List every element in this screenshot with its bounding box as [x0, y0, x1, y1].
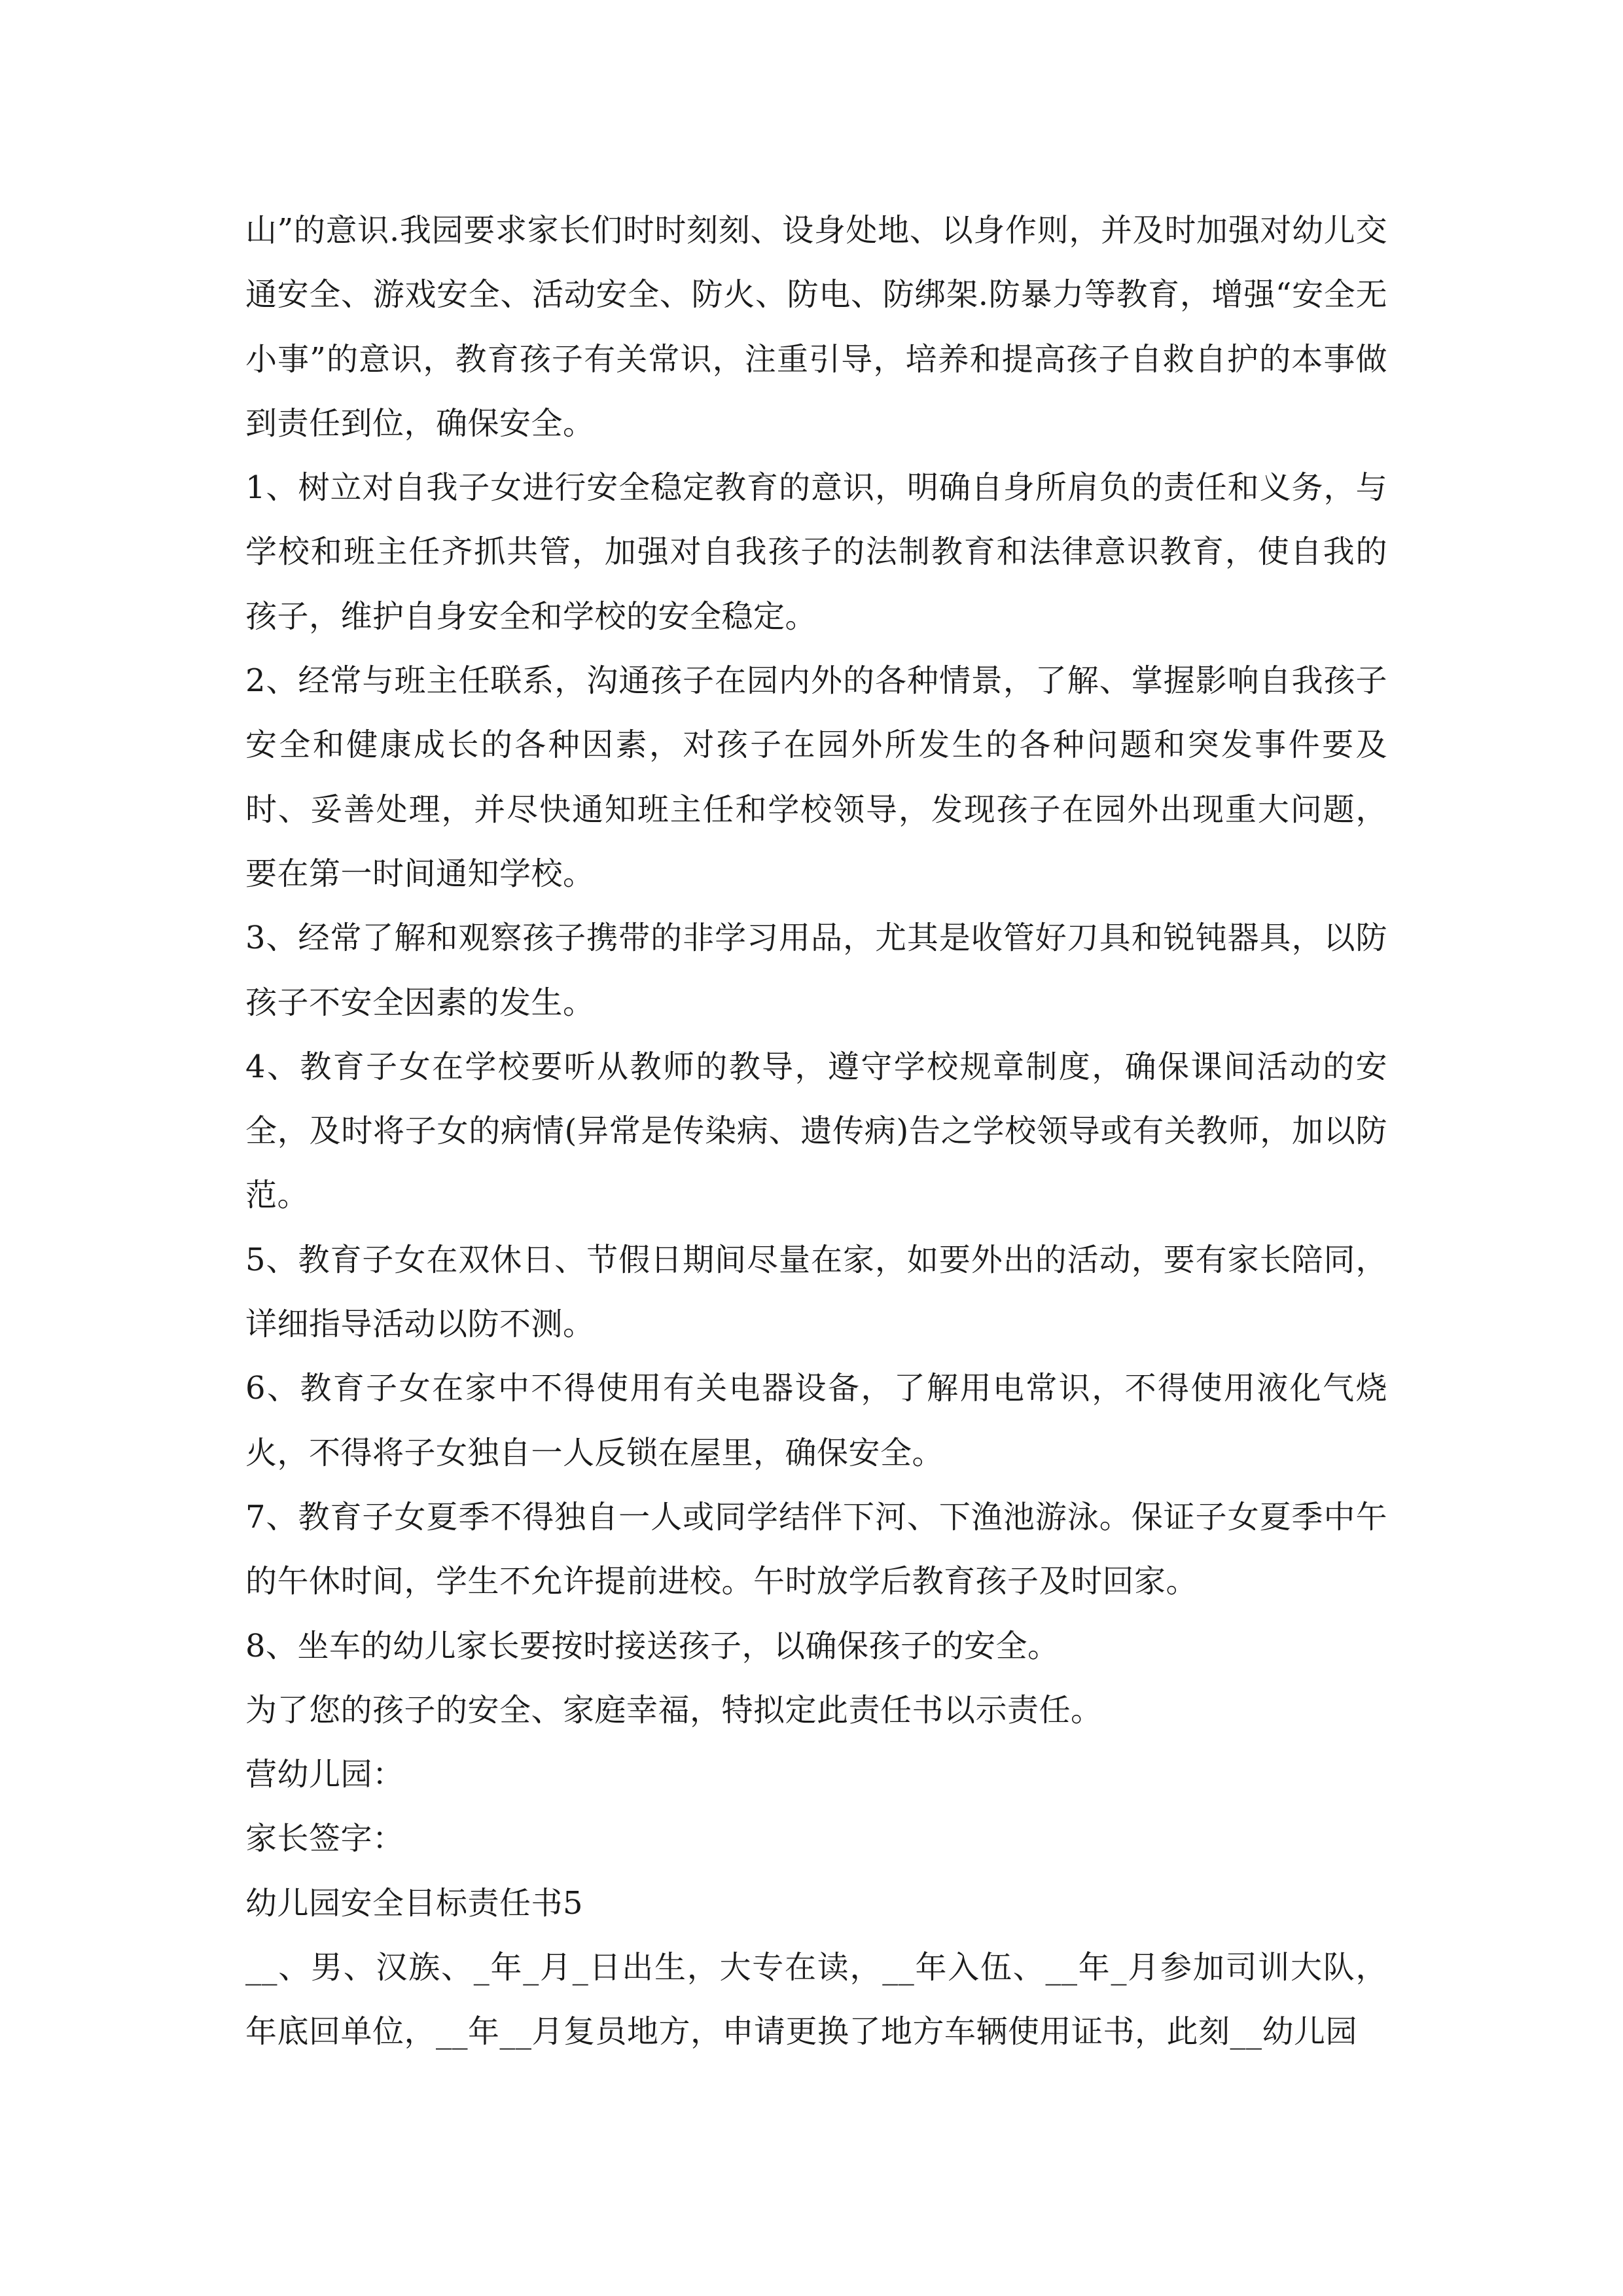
paragraph-item-4: 4、教育子女在学校要听从教师的教导，遵守学校规章制度，确保课间活动的安全，及时将子女的病情(异常是传染病、遗传病)告之学校领导或有关教师，加以防范。 — [245, 1048, 1387, 1214]
document-body — [245, 198, 1387, 2064]
paragraph-item-5: 5、教育子女在双休日、节假日期间尽量在家，如要外出的活动，要有家长陪同，详细指导活动以防不测。 — [245, 1241, 1387, 1343]
paragraph-item-8: 8、坐车的幼儿家长要按时接送孩子，以确保孩子的安全。 — [245, 1627, 1060, 1664]
paragraph-intro: 山”的意识.我园要求家长们时时刻刻、设身处地、以身作则，并及时加强对幼儿交通安全、游戏安全、活动安全、防火、防电、防绑架.防暴力等教育，增强“安全无小事”的意识，教育孩子有关常识，注重引导，培养和提高孩子自救自护的本事做到责任到位，确保安全。 — [245, 212, 1387, 442]
paragraph-item-3: 3、经常了解和观察孩子携带的非学习用品，尤其是收管好刀具和锐钝器具，以防孩子不安全因素的发生。 — [245, 920, 1387, 1021]
paragraph-profile: __、男、汉族、_年_月_日出生，大专在读，__年入伍、__年_月参加司训大队，年底回单位，__年__月复员地方，申请更换了地方车辆使用证书，此刻__幼儿园 — [245, 1949, 1387, 2051]
kindergarten-signature-line: 营幼儿园： — [245, 1756, 404, 1793]
paragraph-closing: 为了您的孩子的安全、家庭幸福，特拟定此责任书以示责任。 — [245, 1691, 1103, 1729]
paragraph-item-2: 2、经常与班主任联系，沟通孩子在园内外的各种情景，了解、掌握影响自我孩子安全和健康成长的各种因素，对孩子在园外所发生的各种问题和突发事件要及时、妥善处理，并尽快通知班主任和学校领导，发现孩子在园外出现重大问题，要在第一时间通知学校。 — [245, 662, 1387, 892]
paragraph-item-7: 7、教育子女夏季不得独自一人或同学结伴下河、下渔池游泳。保证子女夏季中午的午休时间，学生不允许提前进校。午时放学后教育孩子及时回家。 — [245, 1498, 1387, 1600]
parent-signature-line: 家长签字： — [245, 1820, 404, 1857]
paragraph-item-1: 1、树立对自我子女进行安全稳定教育的意识，明确自身所肩负的责任和义务，与学校和班主任齐抓共管，加强对自我孩子的法制教育和法律意识教育，使自我的孩子，维护自身安全和学校的安全稳定。 — [245, 469, 1387, 635]
section-title: 幼儿园安全目标责任书5 — [245, 1884, 584, 1922]
paragraph-item-6: 6、教育子女在家中不得使用有关电器设备，了解用电常识，不得使用液化气烧火，不得将子女独自一人反锁在屋里，确保安全。 — [245, 1370, 1387, 1471]
